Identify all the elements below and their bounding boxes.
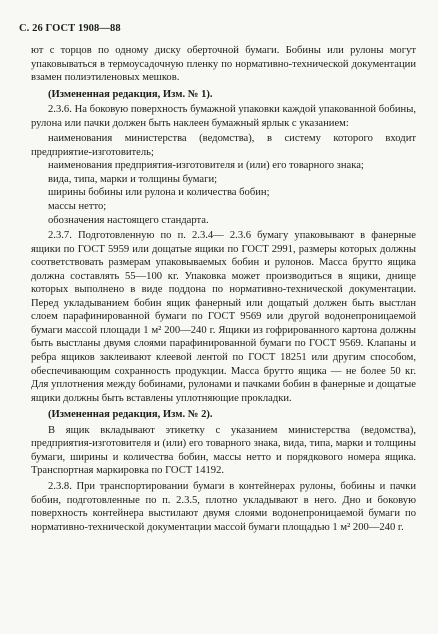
- page-header: С. 26 ГОСТ 1908—88: [19, 23, 121, 34]
- label-item-width: ширины бобины или рулона и количества бобин;: [48, 187, 270, 199]
- document-body: [31, 44, 416, 534]
- label-item-ministry: наименования министерства (ведомства), в систему которого входит предприятие-изготовитель;: [31, 133, 416, 158]
- paragraph-continuation: ют с торцов по одному диску оберточной бумаги. Бобины или рулоны могут упаковываться в термоусадочную пленку по нормативно-технической документации взамен полиэтиленовых мешков.: [31, 45, 416, 84]
- clause-2-3-6: 2.3.6. На боковую поверхность бумажной упаковки каждой упакованной бобины, рулона или пачки должен быть наклеен бумажный ярлык с указанием:: [31, 104, 416, 129]
- clause-label-inside-box: В ящик вкладывают этикетку с указанием министерства (ведомства), предприятия-изготовителя и (или) его товарного знака, вида, типа, марки и толщины бумаги, ширины и количества бобин, массы нетто и порядкового номера ящика. Транспортная маркировка по ГОСТ 14192.: [31, 424, 416, 477]
- clause-2-3-8: 2.3.8. При транспортировании бумаги в контейнерах рулоны, бобины и пачки бобин, подготовленные по п. 2.3.5, плотно укладывают в него. Дно и боковую поверхность контейнера выстилают двумя слоями водонепроницаемой бумаги по нормативно-технической документации массой бумаги площадью 1 м² 200—240 г.: [31, 480, 416, 533]
- label-item-manufacturer: наименования предприятия-изготовителя и (или) его товарного знака;: [48, 160, 364, 172]
- label-item-net-mass: массы нетто;: [48, 201, 107, 213]
- amendment-note-2: (Измененная редакция, Изм. № 2).: [48, 409, 213, 421]
- clause-2-3-7: 2.3.7. Подготовленную по п. 2.3.4— 2.3.6 бумагу упаковывают в фанерные ящики по ГОСТ 5959 или дощатые ящики по ГОСТ 2991, размеры которых должны соответствовать размерам упаковываемых бобин и рулонов. Масса брутто ящика должна составлять 55—100 кг. Упаковка может производиться в ящики, днище которых выполнено в виде поддона по нормативно-технической документации. Перед укладыванием бобин ящик фанерный или дощатый должен быть выстлан слоем парафинированной бумаги по ГОСТ 9569 или другой водонепроницаемой бумаги массой площади 1 м² 200—240 г. Ящики из гофрированного картона должны быть выстланы двумя слоями парафинированной бумаги по ГОСТ 9569. Клапаны и ребра ящиков заклеивают клеевой лентой по ГОСТ 18251 или другим способом, обеспечивающим сохранность продукции. Масса брутто ящика — не более 50 кг. Для уплотнения между бобинами, рулонами и пачками бобин в фанерные и дощатые ящики должны быть вставлены уплотняющие прокладки.: [31, 230, 416, 404]
- label-item-paper-type: вида, типа, марки и толщины бумаги;: [48, 173, 218, 185]
- amendment-note-1: (Измененная редакция, Изм. № 1).: [48, 88, 213, 100]
- label-item-standard: обозначения настоящего стандарта.: [48, 214, 209, 226]
